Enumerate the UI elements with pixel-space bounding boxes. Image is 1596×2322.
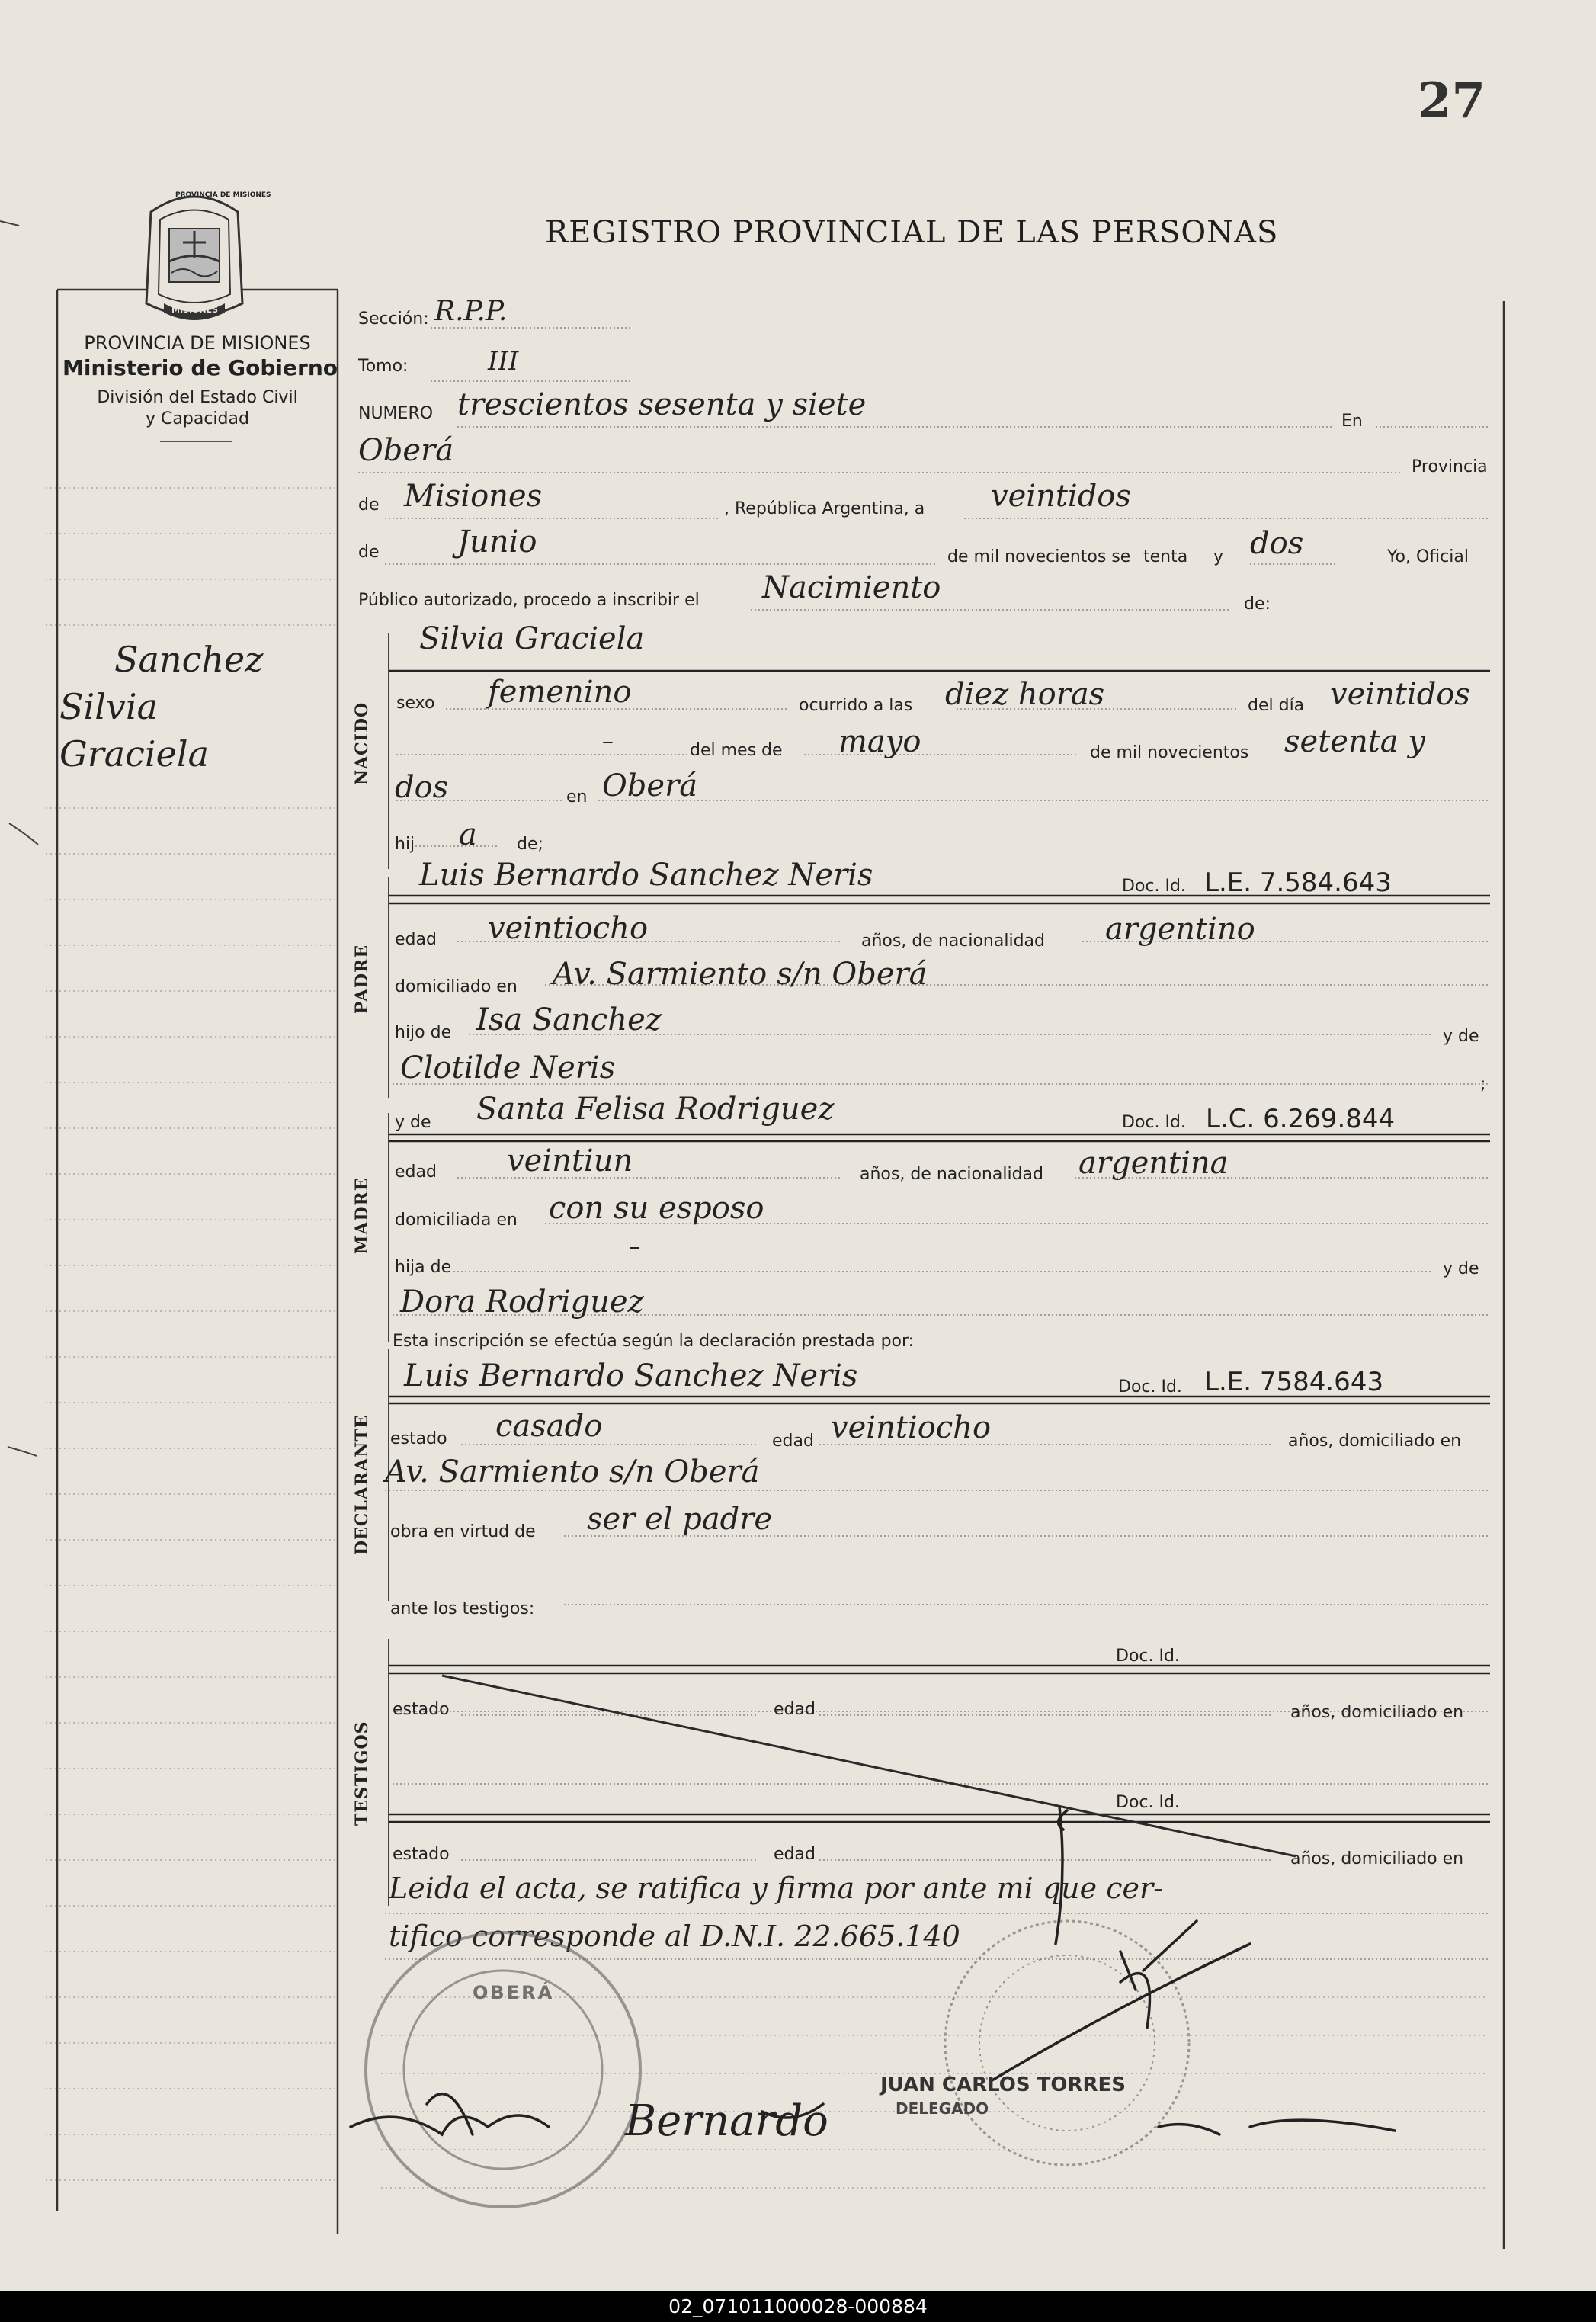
label-esta-inscripcion: Esta inscripción se efectúa según la declaración prestada por: [393,1332,915,1351]
field-padre-hijo-de: Isa Sanchez [476,1002,662,1038]
label-ante: ante los testigos: [390,1599,535,1618]
field-anio-nac-2: dos [395,770,449,805]
field-decl-nombre: Luis Bernardo Sanchez Neris [404,1358,858,1394]
field-madre-hija-de: – [629,1233,640,1260]
margin-name1: Silvia [59,686,159,727]
field-decl-dom: Av. Sarmiento s/n Oberá [385,1454,760,1490]
section-label-testigos: TESTIGOS [352,1721,372,1826]
field-anio-nac-1: setenta y [1284,724,1425,759]
field-madre-edad: veintiun [507,1143,633,1179]
page-title: REGISTRO PROVINCIAL DE LAS PERSONAS [545,215,1279,250]
field-acto: Nacimiento [762,570,941,605]
field-padre-doc: L.E. 7.584.643 [1204,868,1392,898]
field-nombre: Silvia Graciela [419,621,645,656]
label-sexo: sexo [396,694,435,713]
label-numero: NUMERO [358,404,434,423]
field-dash: – [602,728,614,755]
circle-stamp-text: OBERÁ [473,1982,555,2003]
label-testigo2-estado: estado [393,1845,450,1864]
field-padre-nombre: Luis Bernardo Sanchez Neris [419,858,873,893]
ministry-line1: PROVINCIA DE MISIONES [84,332,311,354]
field-mes: Junio [457,524,537,560]
field-dia-nac: veintidos [1330,677,1470,712]
field-hora: diez horas [945,677,1105,712]
label-madre-dom: domiciliada en [395,1211,518,1230]
label-en2: en [566,787,588,807]
label-hij: hij [395,835,415,854]
label-testigo2-doc: Doc. Id. [1116,1793,1180,1812]
label-semicolon: ; [1480,1075,1486,1094]
footer-id: 02_071011000028-000884 [668,2295,928,2317]
label-madre-nac: años, de nacionalidad [860,1165,1043,1184]
field-decl-obra: ser el padre [587,1502,773,1537]
field-madre-nombre: Santa Felisa Rodriguez [476,1092,835,1127]
ministry-line4: y Capacidad [146,409,249,428]
label-publico: Público autorizado, procedo a inscribir el [358,591,700,610]
field-lugar: Oberá [358,433,454,468]
label-tomo: Tomo: [358,357,409,376]
label-madre-y-de: y de [395,1113,431,1132]
field-lugar-nac: Oberá [602,768,698,803]
seal-text: PROVINCIA DE MISIONES [175,191,271,199]
section-label-nacido: NACIDO [352,701,372,785]
ministry-line3: División del Estado Civil [97,388,298,407]
label-ocurrido: ocurrido a las [799,696,913,715]
label-de-mil: de mil novecientos se [947,547,1131,566]
field-sexo: femenino [488,675,632,710]
field-decl-estado: casado [495,1409,603,1444]
field-anio-unidad: dos [1250,526,1304,561]
label-republica: , República Argentina, a [724,499,925,518]
label-decl-anos: años, domiciliado en [1288,1432,1462,1451]
field-padre-madre: Clotilde Neris [400,1050,616,1086]
section-label-madre: MADRE [352,1177,372,1254]
label-provincia: Provincia [1412,457,1488,476]
field-padre-nac: argentino [1105,912,1255,947]
label-en: En [1341,412,1363,431]
field-tomo: III [488,346,519,377]
declarant-signature: Bernardo [625,2096,828,2146]
label-padre-edad: edad [395,930,437,949]
seal-bottom-text: MISIONES [171,305,219,315]
field-madre-dom: con su esposo [549,1191,764,1226]
label-testigo1-edad: edad [774,1700,816,1719]
label-padre-nac: años, de nacionalidad [861,932,1045,951]
label-testigo2-edad: edad [774,1845,816,1864]
label-de2: de: [1244,595,1271,614]
section-label-padre: PADRE [352,944,372,1014]
label-y: y [1213,547,1224,566]
field-padre-dom: Av. Sarmiento s/n Oberá [553,957,928,992]
field-decl-edad: veintiocho [831,1410,992,1445]
label-obra: obra en virtud de [390,1522,536,1541]
label-seccion: Sección: [358,309,429,329]
footer-bar [0,2291,1596,2322]
label-testigo1-estado: estado [393,1700,450,1719]
label-de-mil2: de mil novecientos [1090,743,1249,762]
label-madre-doc: Doc. Id. [1122,1113,1186,1132]
field-nota-1: Leida el acta, se ratifica y firma por ante mi que cer- [389,1871,1163,1905]
official-stamp-role: DELEGADO [896,2099,989,2118]
field-seccion: R.P.P. [434,296,508,327]
label-madre-edad: edad [395,1163,437,1182]
label-testigo2-anos: años, domiciliado en [1290,1849,1464,1868]
official-stamp-name: JUAN CARLOS TORRES [880,2073,1126,2096]
label-padre-dom: domiciliado en [395,977,518,996]
margin-name2: Graciela [59,733,209,775]
field-anio-decena: tenta [1143,547,1188,566]
field-hij-suffix: a [459,817,477,852]
label-padre-y-de: y de [1443,1027,1479,1046]
label-decl-estado: estado [390,1429,447,1448]
label-testigo1-doc: Doc. Id. [1116,1647,1180,1666]
field-numero: trescientos sesenta y siete [457,387,867,422]
field-nota-2: tifico corresponde al D.N.I. 22.665.140 [389,1919,960,1953]
label-decl-edad: edad [772,1432,814,1451]
label-padre-doc: Doc. Id. [1122,877,1186,896]
field-madre-nac: argentina [1078,1146,1229,1181]
label-hijo-de: hijo de [395,1023,452,1042]
field-madre-doc: L.C. 6.269.844 [1206,1104,1396,1134]
label-hija-de: hija de [395,1258,452,1277]
label-de-mes: de [358,543,380,562]
label-de-provincia: de [358,496,380,515]
margin-surname: Sanchez [114,639,264,680]
label-del-mes: del mes de [690,741,783,760]
field-provincia: Misiones [404,479,543,514]
section-label-declarante: DECLARANTE [352,1414,372,1555]
label-decl-doc: Doc. Id. [1118,1377,1182,1397]
label-yo-oficial: Yo, Oficial [1387,547,1469,566]
ministry-line2: Ministerio de Gobierno [62,355,338,380]
label-de3: de; [517,835,543,854]
page-number: 27 [1418,72,1486,130]
field-decl-doc: L.E. 7584.643 [1204,1367,1384,1397]
label-testigo1-anos: años, domiciliado en [1290,1703,1464,1722]
label-madre-y-de2: y de [1443,1259,1479,1278]
field-dia: veintidos [991,479,1131,514]
field-padre-edad: veintiocho [488,911,649,946]
field-mes-nac: mayo [838,724,921,759]
label-del-dia: del día [1248,696,1305,715]
field-madre-madre: Dora Rodriguez [400,1284,644,1320]
